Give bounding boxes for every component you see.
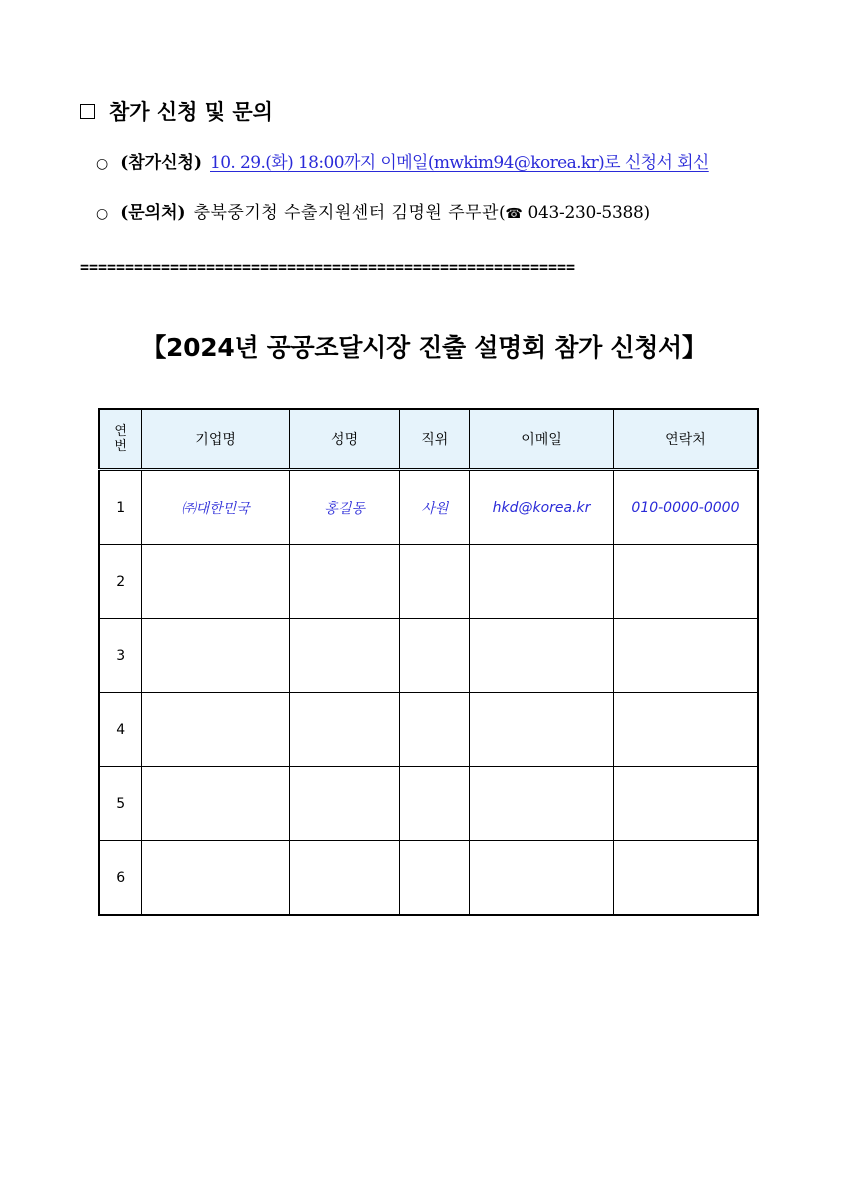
cell-position[interactable] [400, 841, 470, 916]
cell-phone[interactable] [613, 693, 758, 767]
cell-phone[interactable] [613, 841, 758, 916]
cell-name[interactable]: 홍길동 [289, 470, 400, 545]
cell-name[interactable] [289, 619, 400, 693]
header-company: 기업명 [142, 409, 289, 470]
cell-email[interactable] [470, 693, 614, 767]
cell-company[interactable] [142, 619, 289, 693]
table-row [99, 545, 758, 619]
separator-line: ======================================================= [80, 258, 576, 276]
cell-position[interactable] [400, 545, 470, 619]
header-name: 성명 [289, 409, 400, 470]
table-row [99, 841, 758, 916]
cell-phone[interactable] [613, 545, 758, 619]
cell-name[interactable] [289, 545, 400, 619]
table-row [99, 619, 758, 693]
section-title-text: 참가 신청 및 문의 [109, 100, 273, 124]
cell-seq: 1 [99, 470, 142, 545]
table-row [99, 767, 758, 841]
square-checkbox-icon [80, 104, 95, 119]
header-seq: 연번 [99, 409, 142, 470]
cell-email[interactable]: hkd@korea.kr [470, 470, 614, 545]
table-row [99, 470, 758, 545]
cell-name[interactable] [289, 841, 400, 916]
cell-position[interactable] [400, 767, 470, 841]
section-title [80, 96, 273, 126]
header-phone: 연락처 [613, 409, 758, 470]
cell-email[interactable] [470, 619, 614, 693]
cell-seq: 4 [99, 693, 142, 767]
cell-seq: 5 [99, 767, 142, 841]
cell-company[interactable] [142, 545, 289, 619]
apply-line [96, 148, 709, 173]
cell-phone[interactable] [613, 619, 758, 693]
cell-phone[interactable] [613, 767, 758, 841]
cell-email[interactable] [470, 841, 614, 916]
cell-seq: 6 [99, 841, 142, 916]
cell-email[interactable] [470, 545, 614, 619]
cell-company[interactable] [142, 841, 289, 916]
circle-bullet-icon: ○ [96, 206, 109, 222]
application-table [98, 408, 759, 916]
cell-seq: 2 [99, 545, 142, 619]
contact-label: (문의처) [120, 203, 186, 223]
cell-seq: 3 [99, 619, 142, 693]
header-email: 이메일 [470, 409, 614, 470]
cell-position[interactable] [400, 693, 470, 767]
cell-company[interactable] [142, 693, 289, 767]
header-position: 직위 [400, 409, 470, 470]
circle-bullet-icon: ○ [96, 156, 109, 172]
cell-phone[interactable]: 010-0000-0000 [613, 470, 758, 545]
cell-company[interactable] [142, 767, 289, 841]
contact-phone-wrap [499, 203, 650, 223]
cell-email[interactable] [470, 767, 614, 841]
cell-company[interactable]: ㈜대한민국 [142, 470, 289, 545]
contact-phone: 043-230-5388) [527, 203, 650, 223]
apply-label: (참가신청) [120, 153, 202, 173]
table-header-row [99, 409, 758, 470]
form-title: 【2024년 공공조달시장 진출 설명회 참가 신청서】 [141, 333, 707, 362]
cell-name[interactable] [289, 767, 400, 841]
phone-icon: ☎ [505, 206, 523, 222]
contact-line [96, 198, 650, 223]
cell-name[interactable] [289, 693, 400, 767]
phone-open-paren: ( [498, 203, 506, 223]
table-row [99, 693, 758, 767]
cell-position[interactable] [400, 619, 470, 693]
cell-position[interactable]: 사원 [400, 470, 470, 545]
contact-text: 충북중기청 수출지원센터 김명원 주무관 [193, 203, 499, 223]
apply-text: 10. 29.(화) 18:00까지 이메일(mwkim94@korea.kr)로 신청서 회신 [210, 153, 709, 173]
